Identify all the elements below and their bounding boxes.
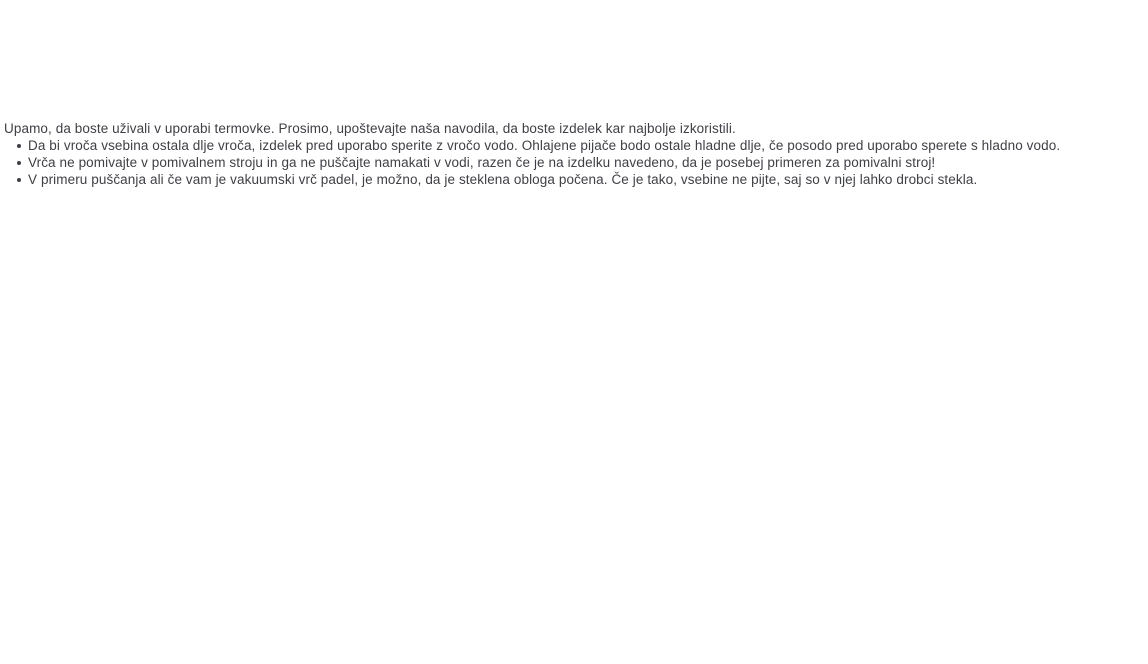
care-instructions-list — [4, 137, 1148, 188]
intro-paragraph: Upamo, da boste uživali v uporabi termovke. Prosimo, upoštevajte naša navodila, da boste izdelek kar najbolje izkoristili. — [4, 121, 736, 136]
care-instruction-item: Vrča ne pomivajte v pomivalnem stroju in ga ne puščajte namakati v vodi, razen če je na izdelku navedeno, da je posebej primeren za pomivalni stroj! — [4, 154, 1148, 171]
care-instruction-item: Da bi vroča vsebina ostala dlje vroča, izdelek pred uporabo sperite z vročo vodo. Ohlajene pijače bodo ostale hladne dlje, če posodo pred uporabo sperete s hladno vodo. — [4, 137, 1148, 154]
care-instruction-item: V primeru puščanja ali če vam je vakuumski vrč padel, je možno, da je steklena obloga počena. Če je tako, vsebine ne pijte, saj so v njej lahko drobci stekla. — [4, 171, 1148, 188]
product-care-instructions — [0, 0, 1148, 188]
